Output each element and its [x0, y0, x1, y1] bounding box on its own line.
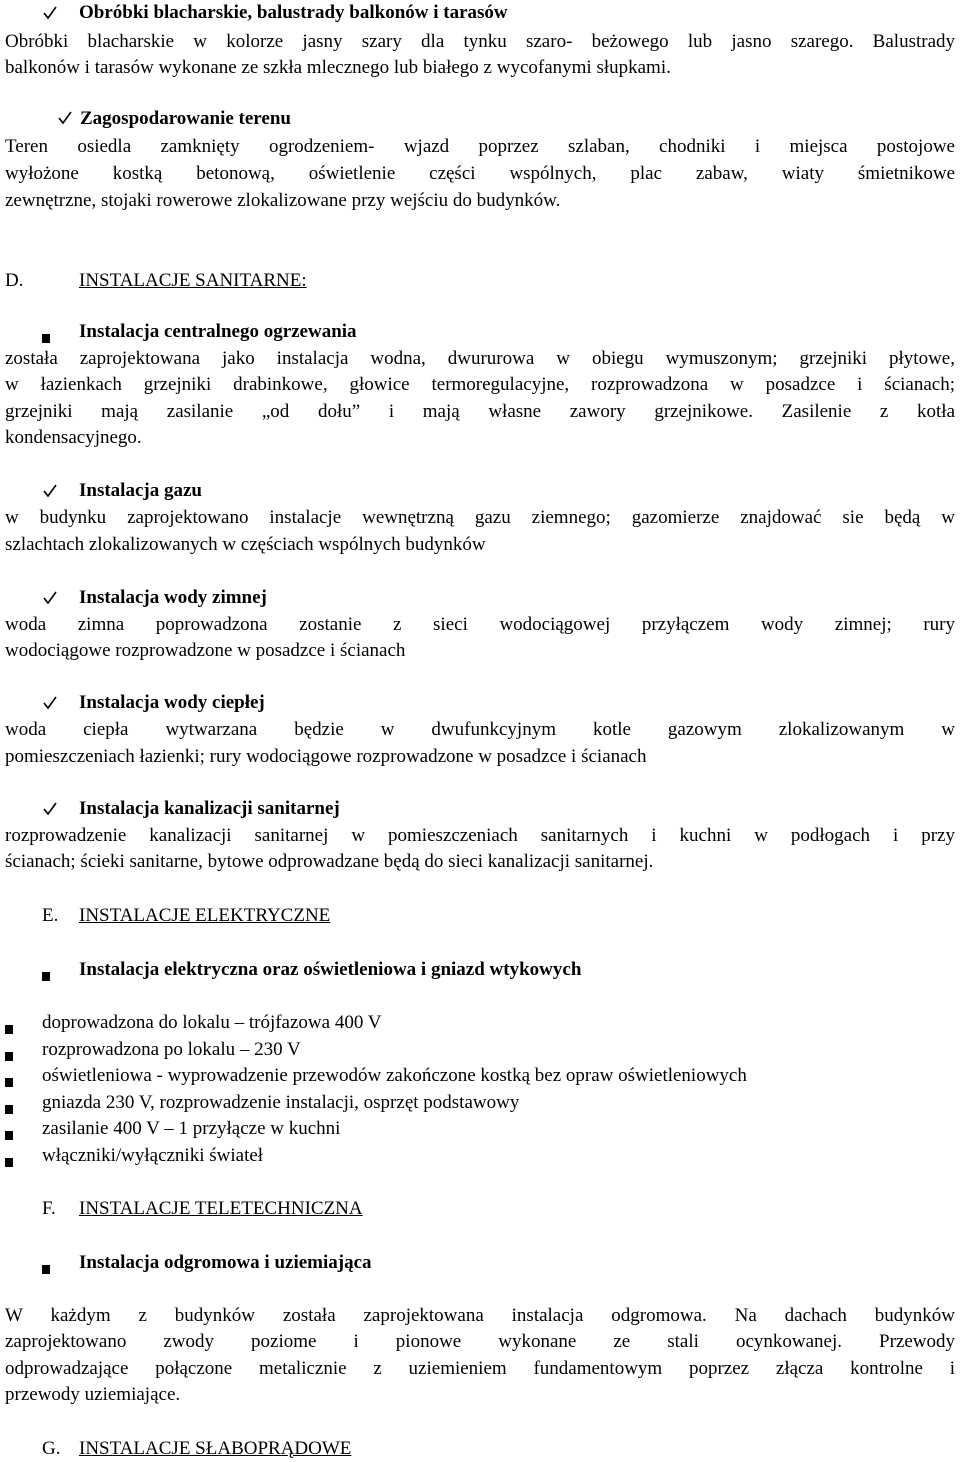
heading-sanitarne: INSTALACJE SANITARNE: — [79, 270, 307, 291]
section-title-blacharka: Obróbki blacharskie, balustrady balkonów i tarasów — [79, 2, 508, 23]
heading-letter: E. — [42, 905, 59, 926]
list-item: doprowadzona do lokalu – trójfazowa 400 V — [42, 1012, 382, 1033]
checkmark-icon — [42, 590, 58, 612]
paragraph-line: zewnętrzne, stojaki rowerowe zlokalizowane przy wejściu do budynków. — [5, 190, 561, 211]
paragraph-line: grzejniki mają zasilanie „od dołu” i mają własne zawory grzejnikowe. Zasilenie z kotła — [5, 401, 955, 422]
section-title-elektryczna: Instalacja elektryczna oraz oświetleniowa i gniazd wtykowych — [79, 959, 582, 980]
paragraph-line: przewody uziemiające. — [5, 1384, 181, 1405]
paragraph-line: Teren osiedla zamknięty ogrodzeniem- wjazd poprzez szlaban, chodniki i miejsca postojowe — [5, 136, 955, 157]
square-bullet-icon — [42, 1258, 50, 1280]
heading-letter: F. — [42, 1198, 56, 1219]
paragraph-line: wodociągowe rozprowadzone w posadzce i ścianach — [5, 640, 406, 661]
paragraph-line: szlachtach zlokalizowanych w częściach wspólnych budynków — [5, 534, 486, 555]
square-bullet-icon — [42, 965, 50, 987]
square-bullet-icon — [5, 1151, 13, 1173]
section-title-kanalizacja: Instalacja kanalizacji sanitarnej — [79, 798, 340, 819]
square-bullet-icon — [5, 1098, 13, 1120]
list-item: rozprowadzona po lokalu – 230 V — [42, 1039, 301, 1060]
list-item: zasilanie 400 V – 1 przyłącze w kuchni — [42, 1118, 341, 1139]
heading-letter: D. — [5, 270, 24, 291]
paragraph-line: ścianach; ścieki sanitarne, bytowe odprowadzane będą do sieci kanalizacji sanitarnej. — [5, 851, 654, 872]
paragraph-line: balkonów i tarasów wykonane ze szkła mlecznego lub białego z wycofanymi słupkami. — [5, 57, 671, 78]
section-title-odgromowa: Instalacja odgromowa i uziemiająca — [79, 1252, 372, 1273]
square-bullet-icon — [5, 1045, 13, 1067]
list-item: gniazda 230 V, rozprowadzenie instalacji, osprzęt podstawowy — [42, 1092, 520, 1113]
checkmark-icon — [42, 483, 58, 505]
paragraph-line: w budynku zaprojektowano instalacje wewnętrzną gazu ziemnego; gazomierze znajdować sie będą w — [5, 507, 955, 528]
section-title-woda-ciepla: Instalacja wody ciepłej — [79, 692, 265, 713]
heading-letter: G. — [42, 1438, 61, 1459]
heading-teletechniczna: INSTALACJE TELETECHNICZNA — [79, 1198, 363, 1219]
square-bullet-icon — [5, 1124, 13, 1146]
paragraph-line: w łazienkach grzejniki drabinkowe, głowice termoregulacyjne, rozprowadzona w posadzce i ścianach; — [5, 374, 955, 395]
square-bullet-icon — [5, 1018, 13, 1040]
paragraph-line: woda zimna poprowadzona zostanie z sieci wodociągowej przyłączem wody zimnej; rury — [5, 614, 955, 635]
square-bullet-icon — [5, 1071, 13, 1093]
section-title-woda-zimna: Instalacja wody zimnej — [79, 587, 267, 608]
list-item: włączniki/wyłączniki świateł — [42, 1145, 264, 1166]
paragraph-line: odprowadzające połączone metalicznie z uziemieniem fundamentowym poprzez złącza kontrolne i — [5, 1358, 955, 1379]
paragraph-line: została zaprojektowana jako instalacja wodna, dwururowa w obiegu wymuszonym; grzejniki płytowe, — [5, 348, 955, 369]
paragraph-line: wyłożone kostką betonową, oświetlenie części wspólnych, plac zabaw, wiaty śmietnikowe — [5, 163, 955, 184]
section-title-co: Instalacja centralnego ogrzewania — [79, 321, 357, 342]
paragraph-line: kondensacyjnego. — [5, 427, 142, 448]
paragraph-line: W każdym z budynków została zaprojektowana instalacja odgromowa. Na dachach budynków — [5, 1305, 955, 1326]
paragraph-line: rozprowadzenie kanalizacji sanitarnej w pomieszczeniach sanitarnych i kuchni w podłogach i przy — [5, 825, 955, 846]
checkmark-icon — [42, 695, 58, 717]
paragraph-line: zaprojektowano zwody poziome i pionowe wykonane ze stali ocynkowanej. Przewody — [5, 1331, 955, 1352]
checkmark-icon — [57, 110, 73, 132]
checkmark-icon — [42, 801, 58, 823]
paragraph-line: pomieszczeniach łazienki; rury wodociągowe rozprowadzone w posadzce i ścianach — [5, 746, 647, 767]
paragraph-line: Obróbki blacharskie w kolorze jasny szary dla tynku szaro- beżowego lub jasno szarego. Balustrady — [5, 31, 955, 52]
heading-slaboprady: INSTALACJE SŁABOPRĄDOWE — [79, 1438, 352, 1459]
heading-elektryczne: INSTALACJE ELEKTRYCZNE — [79, 905, 331, 926]
section-title-teren: Zagospodarowanie terenu — [80, 108, 291, 129]
list-item: oświetleniowa - wyprowadzenie przewodów zakończone kostką bez opraw oświetleniowych — [42, 1065, 747, 1086]
section-title-gaz: Instalacja gazu — [79, 480, 202, 501]
checkmark-icon — [42, 5, 58, 27]
paragraph-line: woda ciepła wytwarzana będzie w dwufunkcyjnym kotle gazowym zlokalizowanym w — [5, 719, 955, 740]
